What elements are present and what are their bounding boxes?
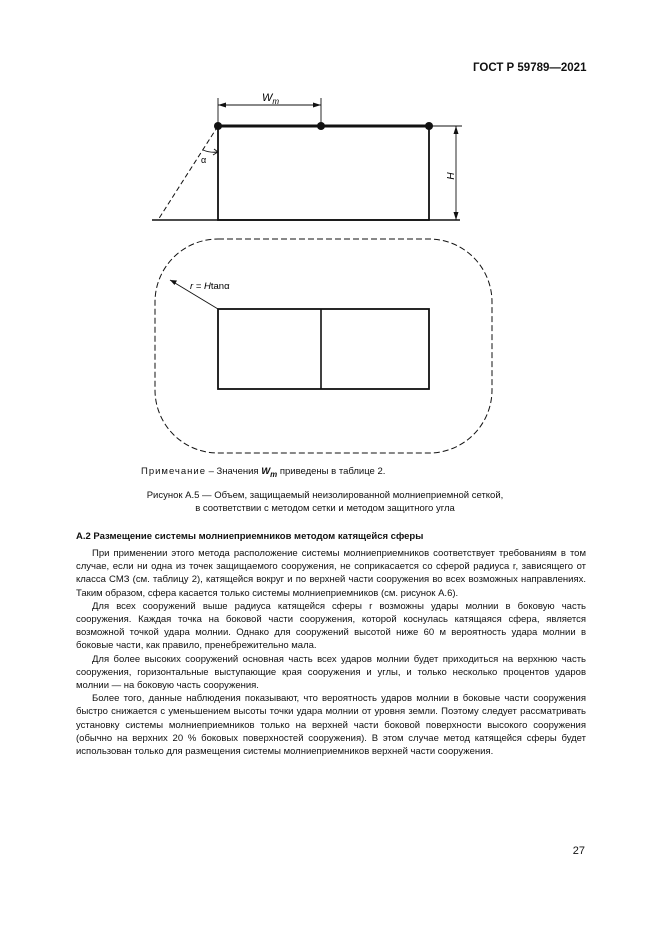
building-plan [218,309,429,389]
conductor-node-right [425,122,433,130]
section-title: А.2 Размещение системы молниеприемников методом катящейся сферы [76,531,424,542]
label-radius: r = Htanα [190,281,230,292]
paragraph-3: Для более высоких сооружений основная часть всех ударов молнии будет приходиться на верхнюю часть сооружения, горизонтальные выступающие края сооружения и углы, и только несколько процентов ударов молнии — на боковую часть сооружения. [76,653,586,692]
note-w-sub: m [270,469,278,479]
protection-zone-outline [155,239,492,453]
label-alpha: α [201,155,207,165]
caption-line-2: в соответствии с методом сетки и методом защитного угла [195,503,455,514]
note-w: W [261,466,271,477]
page-number: 27 [572,845,585,857]
dimension-h-arrow-top [454,126,459,134]
protection-angle-line [158,126,218,220]
dimension-w-arrow-left [218,103,226,108]
paragraph-2: Для всех сооружений выше радиуса катящейся сферы r возможны удары молнии в боковую часть сооружения. Каждая точка на боковой части сооружения, которой коснулась катящаяся сфера, является возможной точкой удара молнии. Однако для сооружений высотой ниже 60 м вероятность удара молнии в боковые части, как правило, пренебрежительно мала. [76,600,586,652]
body-text [76,547,586,758]
note-text-2: приведены в таблице 2. [277,466,386,477]
figure-caption [90,489,560,515]
figure-note [141,466,385,479]
note-text-1: – Значения [206,466,262,477]
caption-line-1: Рисунок А.5 — Объем, защищаемый неизолированной молниеприемной сеткой, [146,490,504,501]
radius-arrow [170,280,177,285]
conductor-node-left [214,122,222,130]
plan-view [155,239,492,453]
note-prefix: Примечание [141,466,206,477]
label-h: H [446,172,457,180]
elevation-view [152,98,462,220]
conductor-node-mid [317,122,325,130]
building-elevation [218,126,429,220]
label-wm: $W_m$ [262,92,280,106]
dimension-w-arrow-right [313,103,321,108]
standard-code: ГОСТ Р 59789—2021 [473,62,587,74]
paragraph-1: При применении этого метода расположение системы молниеприемников соответствует требованиям в том случае, если ни одна из точек защищаемого сооружения, не соприкасается со сферой радиуса r, зависящего от класса СМЗ (см. таблицу 2), катящейся вокруг и по верхней части сооружения во всех возможных направлениях. Таким образом, сфера касается только системы молниеприемников (см. рисунок А.6). [76,548,586,599]
paragraph-4: Более того, данные наблюдения показывают, что вероятность ударов молнии в боковые части сооружения быстро снижается с уменьшением высоты точки удара молнии от уровня земли. Поэтому следует рассматривать установку системы молниеприемников только на верхней части боковой поверхности высокого сооружения (обычно на верхних 20 % боковых поверхностей сооружения). В этом случае метод катящейся сферы будет использован только для размещения системы молниеприемников верхней части сооружения. [76,693,586,758]
dimension-h-arrow-bottom [454,212,459,220]
